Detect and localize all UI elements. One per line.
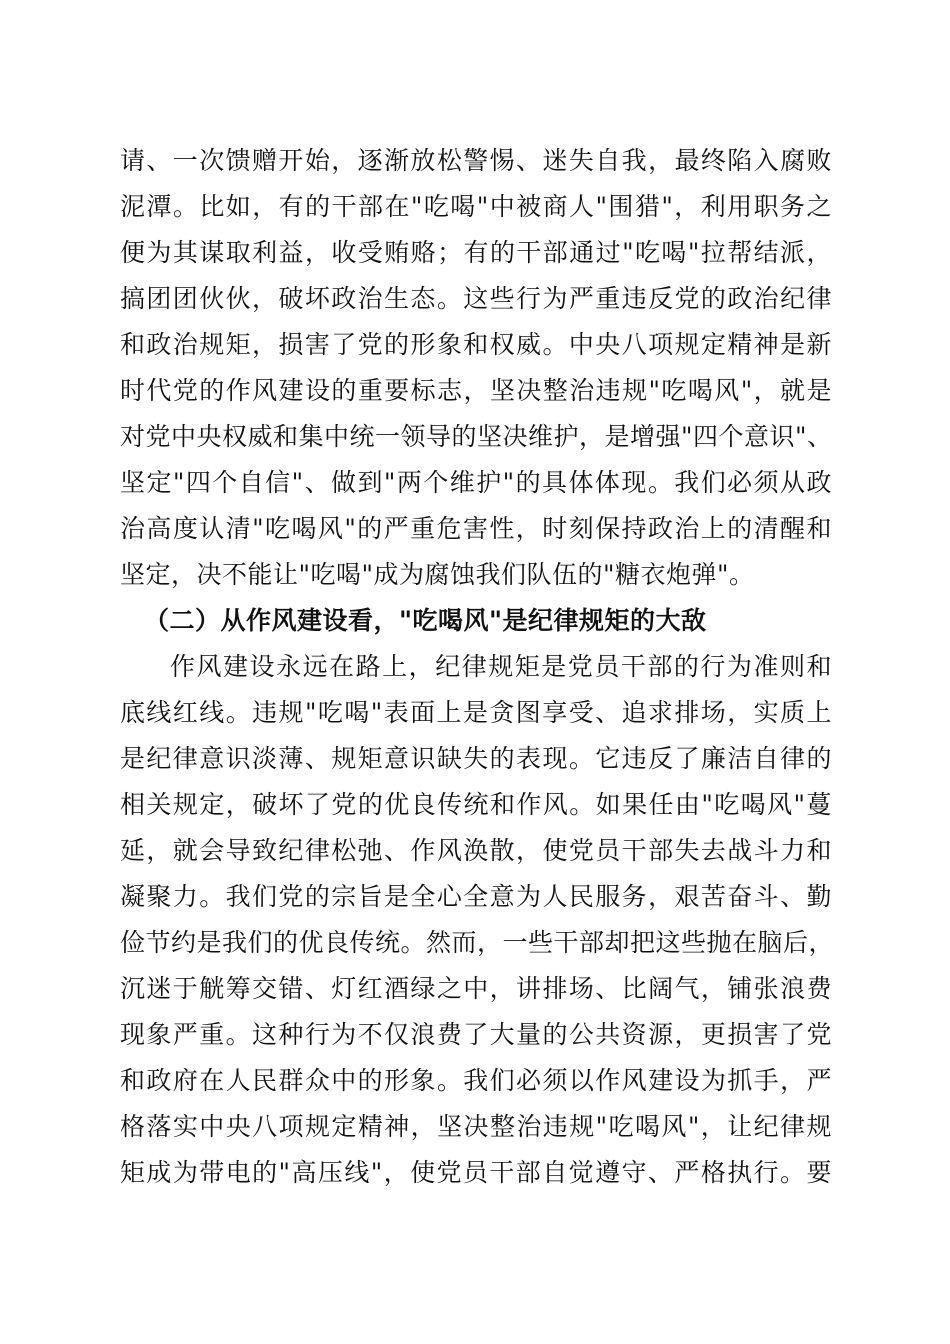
text-line: 延，就会导致纪律松弛、作风涣散，使党员干部失去战斗力和 [120,836,832,865]
text-line: 泥潭。比如，有的干部在"吃喝"中被商人"围猎"，利用职务之 [120,192,832,221]
text-line: 坚定"四个自信"、做到"两个维护"的具体体现。我们必须从政 [120,468,832,497]
text-line: 时代党的作风建设的重要标志，坚决整治违规"吃喝风"，就是 [120,376,832,405]
paragraph-continuation [120,138,832,598]
text-line: 作风建设永远在路上，纪律规矩是党员干部的行为准则和 [170,652,832,681]
text-line: 底线红线。违规"吃喝"表面上是贪图享受、追求排场，实质上 [120,698,832,727]
text-line: 和政治规矩，损害了党的形象和权威。中央八项规定精神是新 [120,330,832,359]
text-line: 和政府在人民群众中的形象。我们必须以作风建设为抓手，严 [120,1066,832,1095]
text-line: 搞团团伙伙，破坏政治生态。这些行为严重违反党的政治纪律 [120,284,832,313]
text-line: 格落实中央八项规定精神，坚决整治违规"吃喝风"，让纪律规 [120,1112,832,1141]
document-body [120,138,835,1196]
text-line: 凝聚力。我们党的宗旨是全心全意为人民服务，艰苦奋斗、勤 [120,882,832,911]
text-line: 对党中央权威和集中统一领导的坚决维护，是增强"四个意识"、 [120,422,833,451]
section-heading: （二）从作风建设看，"吃喝风"是纪律规矩的大敌 [144,606,707,635]
text-line: 矩成为带电的"高压线"，使党员干部自觉遵守、严格执行。要 [120,1158,832,1187]
text-line: 相关规定，破坏了党的优良传统和作风。如果任由"吃喝风"蔓 [120,790,832,819]
text-line: 沉迷于觥筹交错、灯红酒绿之中，讲排场、比阔气，铺张浪费 [120,974,832,1003]
text-line: 坚定，决不能让"吃喝"成为腐蚀我们队伍的"糖衣炮弹"。 [120,560,755,589]
text-line: 便为其谋取利益，收受贿赂；有的干部通过"吃喝"拉帮结派， [120,238,832,267]
text-line: 治高度认清"吃喝风"的严重危害性，时刻保持政治上的清醒和 [120,514,832,543]
text-line: 现象严重。这种行为不仅浪费了大量的公共资源，更损害了党 [120,1020,832,1049]
paragraph-work-style [120,644,835,1196]
text-line: 请、一次馈赠开始，逐渐放松警惕、迷失自我，最终陷入腐败 [120,146,832,175]
text-line: 俭节约是我们的优良传统。然而，一些干部却把这些抛在脑后， [120,928,835,957]
text-line: 是纪律意识淡薄、规矩意识缺失的表现。它违反了廉洁自律的 [120,744,832,773]
